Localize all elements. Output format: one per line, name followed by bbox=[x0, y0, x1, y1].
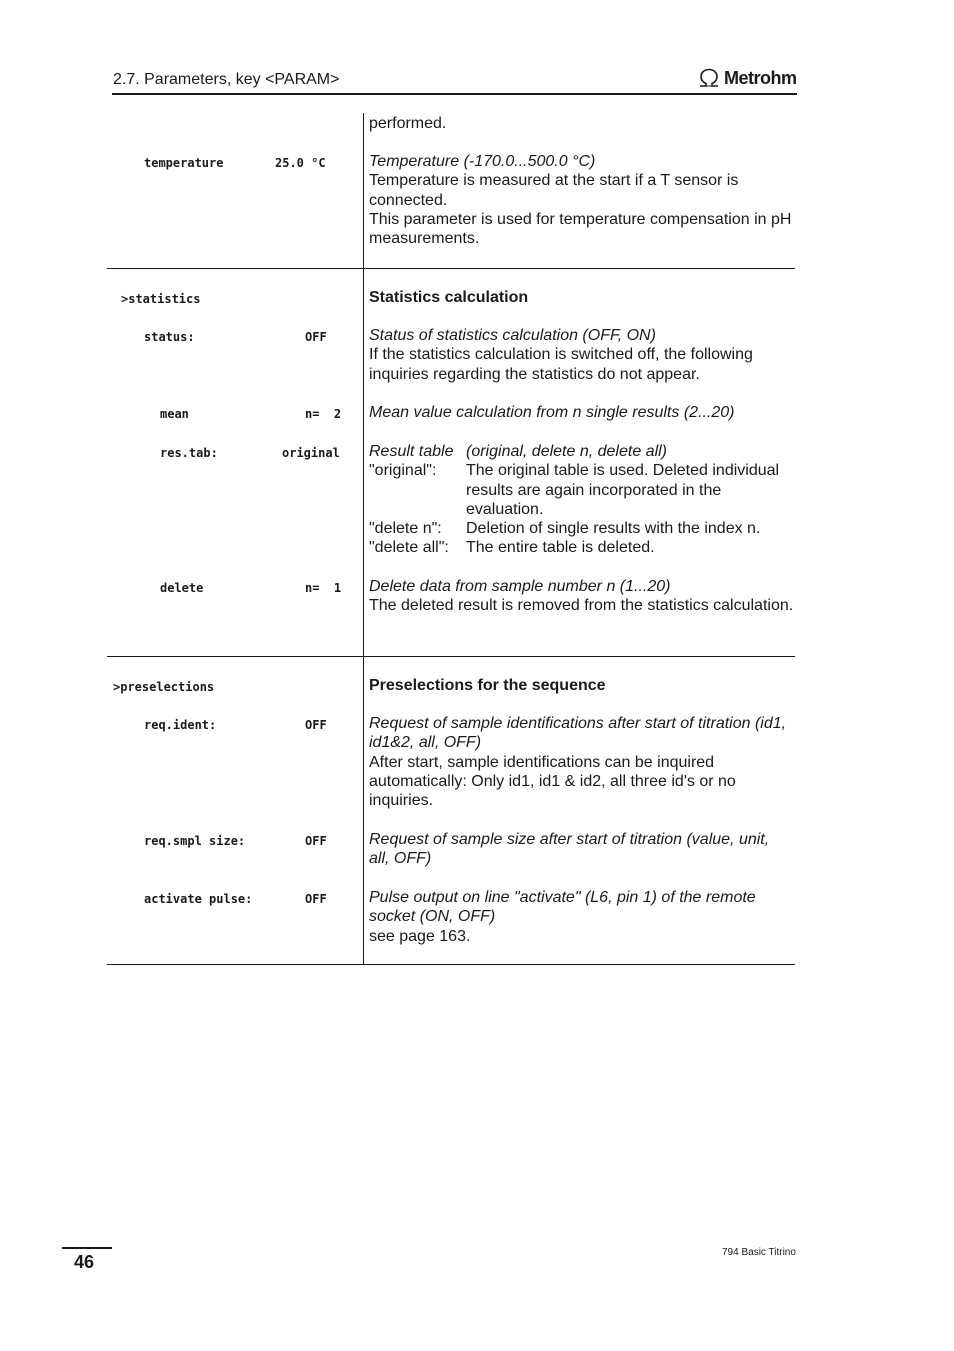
section-title: 2.7. Parameters, key <PARAM> bbox=[113, 71, 340, 88]
continuation-text: performed. bbox=[369, 115, 447, 132]
preselections-heading: Preselections for the sequence bbox=[369, 677, 606, 694]
display-req-smpl-size-value: OFF bbox=[305, 834, 327, 848]
temperature-body-2: This parameter is used for temperature compensation in pH measurements. bbox=[369, 210, 792, 248]
display-mean-label: mean bbox=[160, 407, 189, 421]
mean-heading: Mean value calculation from n single results (2...20) bbox=[369, 404, 735, 421]
logo-text: Metrohm bbox=[724, 67, 797, 88]
footer-rule bbox=[62, 1247, 112, 1249]
status-description bbox=[369, 326, 794, 384]
res-tab-heading-options: (original, delete n, delete all) bbox=[466, 443, 668, 460]
temperature-description bbox=[369, 152, 794, 248]
definition-term: "delete n": bbox=[369, 520, 442, 538]
definition-desc: The original table is used. Deleted individual results are again incorporated in the evaluation. bbox=[466, 462, 780, 518]
req-ident-description bbox=[369, 714, 794, 810]
temperature-body: Temperature is measured at the start if a T sensor is connected. bbox=[369, 172, 739, 209]
metrohm-logo bbox=[697, 66, 797, 90]
req-ident-heading: Request of sample identifications after start of titration (id1, id1&2, all, OFF) bbox=[369, 715, 787, 752]
req-ident-body: After start, sample identifications can be inquired automatically: Only id1, id1 & id2, all three id's or no inquiries. bbox=[369, 753, 736, 810]
display-res-tab-value: original bbox=[282, 446, 340, 460]
product-name: 794 Basic Titrino bbox=[722, 1247, 796, 1258]
definition-item bbox=[369, 519, 794, 538]
display-status-label: status: bbox=[144, 330, 195, 344]
display-temperature-value: 25.0 °C bbox=[275, 156, 326, 170]
display-mean-value: n= 2 bbox=[305, 407, 342, 421]
column-divider bbox=[363, 113, 364, 965]
row-divider bbox=[107, 656, 795, 657]
res-tab-heading bbox=[369, 442, 794, 461]
definition-term: "delete all": bbox=[369, 539, 449, 557]
display-delete-label: delete bbox=[160, 581, 204, 595]
row-divider bbox=[107, 964, 795, 965]
req-smpl-size-heading: Request of sample size after start of titration (value, unit, all, OFF) bbox=[369, 831, 770, 868]
activate-pulse-heading: Pulse output on line "activate" (L6, pin 1) of the remote socket (ON, OFF) bbox=[369, 889, 756, 926]
definition-item bbox=[369, 461, 794, 519]
display-req-ident-label: req.ident: bbox=[144, 718, 217, 732]
statistics-heading: Statistics calculation bbox=[369, 289, 529, 306]
header-rule bbox=[112, 93, 797, 95]
definition-desc: Deletion of single results with the index n. bbox=[466, 520, 761, 538]
row-divider bbox=[107, 268, 795, 269]
display-activate-pulse-value: OFF bbox=[305, 892, 327, 906]
delete-body: The deleted result is removed from the statistics calculation. bbox=[369, 597, 794, 615]
delete-heading: Delete data from sample number n (1...20) bbox=[369, 578, 671, 595]
display-activate-pulse-label: activate pulse: bbox=[144, 892, 253, 906]
display-res-tab-label: res.tab: bbox=[160, 446, 218, 460]
activate-pulse-body: see page 163. bbox=[369, 927, 471, 945]
omega-icon bbox=[697, 68, 721, 88]
status-body: If the statistics calculation is switched off, the following inquiries regarding the statistics do not appear. bbox=[369, 346, 753, 383]
display-req-ident-value: OFF bbox=[305, 718, 327, 732]
definition-item bbox=[369, 538, 794, 557]
display-req-smpl-size-label: req.smpl size: bbox=[144, 834, 246, 848]
display-statistics-label: >statistics bbox=[121, 292, 201, 306]
res-tab-heading-term: Result table bbox=[369, 443, 454, 460]
page-number: 46 bbox=[74, 1252, 95, 1272]
status-heading: Status of statistics calculation (OFF, ON) bbox=[369, 327, 656, 344]
delete-description bbox=[369, 577, 794, 616]
display-status-value: OFF bbox=[305, 330, 327, 344]
display-preselections-label: >preselections bbox=[113, 680, 215, 694]
activate-pulse-description bbox=[369, 888, 794, 946]
definition-term: "original": bbox=[369, 462, 437, 480]
temperature-heading: Temperature (-170.0...500.0 °C) bbox=[369, 153, 596, 170]
display-delete-value: n= 1 bbox=[305, 581, 342, 595]
display-temperature-label: temperature bbox=[144, 156, 224, 170]
definition-desc: The entire table is deleted. bbox=[466, 539, 655, 557]
res-tab-description bbox=[369, 442, 794, 558]
